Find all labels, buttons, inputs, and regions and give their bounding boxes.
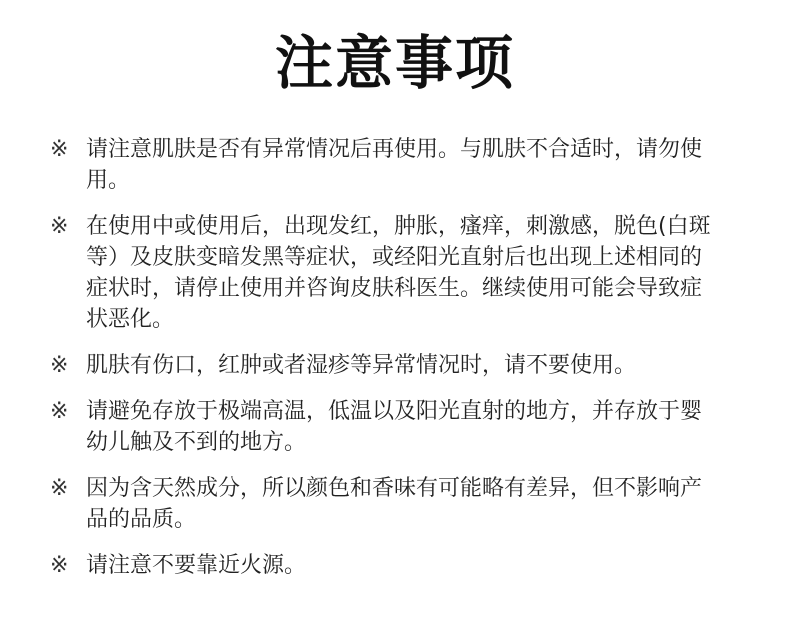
note-text: 请注意不要靠近火源。 xyxy=(86,553,307,578)
note-text: 因为含天然成分，所以颜色和香味有可能略有差异，但不影响产品的品质。 xyxy=(86,476,703,532)
note-text: 在使用中或使用后，出现发红，肿胀，瘙痒，刺激感，脱色(白斑等）及皮肤变暗发黑等症状，或经阳光直射后也出现上述相同的症状时，请停止使用并咨询皮肤科医生。继续使用可能会导致症状恶化。 xyxy=(86,214,711,332)
note-item xyxy=(50,350,740,381)
reference-mark: ※ xyxy=(50,137,69,162)
note-text: 请注意肌肤是否有异常情况后再使用。与肌肤不合适时，请勿使用。 xyxy=(86,137,703,193)
reference-mark: ※ xyxy=(50,399,69,424)
reference-mark: ※ xyxy=(50,476,69,501)
note-item xyxy=(50,473,740,535)
note-item xyxy=(50,550,740,581)
note-text: 肌肤有伤口，红肿或者湿疹等异常情况时，请不要使用。 xyxy=(86,353,637,378)
note-text: 请避免存放于极端高温，低温以及阳光直射的地方，并存放于婴幼儿触及不到的地方。 xyxy=(86,399,703,455)
note-item xyxy=(50,211,740,335)
reference-mark: ※ xyxy=(50,353,69,378)
note-item xyxy=(50,134,740,196)
note-item xyxy=(50,396,740,458)
page-title: 注意事项 xyxy=(274,29,515,97)
reference-mark: ※ xyxy=(50,553,69,578)
notes-list xyxy=(50,134,740,596)
reference-mark: ※ xyxy=(50,214,69,239)
